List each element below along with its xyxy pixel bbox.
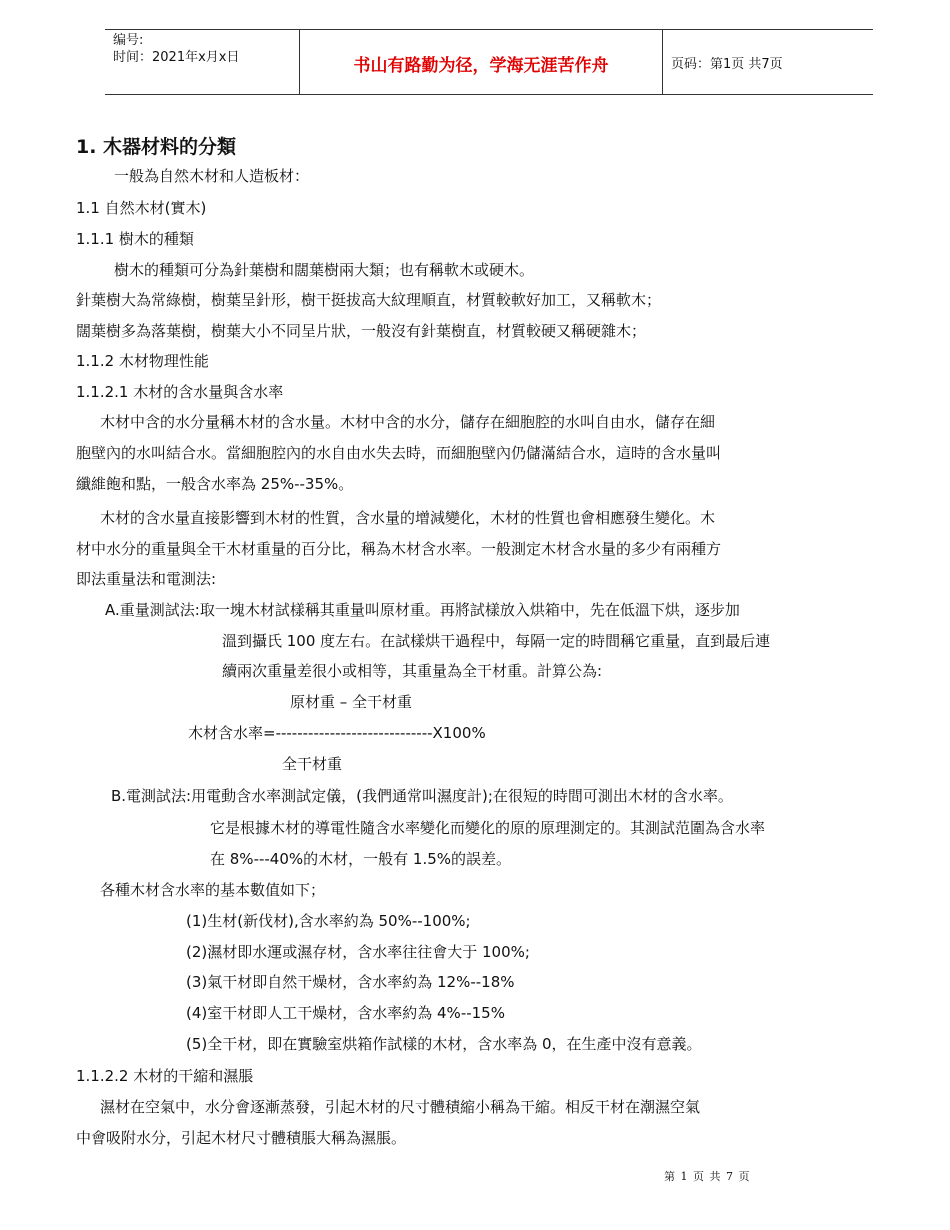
header-page-label: 页码：第1页 共7页: [671, 57, 783, 72]
text-line: 在 8%---40%的木材，一般有 1.5%的誤差。: [210, 850, 512, 868]
text-line: 即法重量法和電測法:: [76, 570, 217, 588]
document-number-label: 编号:: [113, 33, 144, 48]
text-line: 中會吸附水分，引起木材尺寸體積脹大稱為濕脹。: [76, 1129, 407, 1147]
text-line: 纖維飽和點，一般含水率為 25%--35%。: [76, 475, 354, 493]
section-heading: 1. 木器材料的分類: [76, 136, 237, 158]
header-meta-cell: [105, 30, 300, 94]
list-item: (1)生材(新伐材),含水率約為 50%--100%;: [186, 912, 471, 930]
text-line: 闊葉樹多為落葉樹，樹葉大小不同呈片狀，一般沒有針葉樹直，材質較硬又稱硬雜木；: [76, 322, 647, 340]
method-a-line: A.重量測試法:取一塊木材試樣稱其重量叫原材重。再將試樣放入烘箱中，先在低溫下烘，逐步加: [105, 601, 740, 619]
text-line: 木材的含水量直接影響到木材的性質，含水量的增減變化，木材的性質也會相應發生變化。木: [100, 509, 716, 527]
list-item: (2)濕材即水運或濕存材，含水率往往會大于 100%;: [186, 943, 530, 961]
text-line: 續兩次重量差很小或相等，其重量為全干材重。計算公為:: [222, 662, 603, 680]
text-line: 木材中含的水分量稱木材的含水量。木材中含的水分，儲存在細胞腔的水叫自由水，儲存在細: [100, 413, 716, 431]
text-line: 一般為自然木材和人造板材：: [114, 167, 310, 185]
formula-numerator: 原材重 – 全干材重: [290, 693, 413, 711]
text-line: 溫到攝氏 100 度左右。在試樣烘干過程中，每隔一定的時間稱它重量，直到最后連: [222, 632, 771, 650]
list-item: (5)全干材，即在實驗室烘箱作試樣的木材，含水率為 0，在生產中沒有意義。: [186, 1035, 702, 1053]
list-item: (4)室干材即人工干燥材，含水率約為 4%--15%: [186, 1004, 505, 1022]
text-line: 材中水分的重量與全干木材重量的百分比，稱為木材含水率。一般測定木材含水量的多少有兩種方: [76, 540, 722, 558]
method-b-line: B.電測試法:用電動含水率測試定儀，(我們通常叫濕度計);在很短的時間可測出木材的含水率。: [111, 787, 733, 805]
header-motto-cell: [300, 30, 663, 94]
list-item: (3)氣干材即自然干燥材，含水率約為 12%--18%: [186, 973, 515, 991]
subheading-1-1-2-2: 1.1.2.2 木材的干縮和濕脹: [76, 1067, 254, 1085]
page-footer: 第 1 页 共 7 页: [664, 1170, 751, 1183]
header-motto: 书山有路勤为径，学海无涯苦作舟: [353, 56, 609, 76]
text-line: 濕材在空氣中，水分會逐漸蒸發，引起木材的尺寸體積縮小稱為干縮。相反干材在潮濕空氣: [100, 1098, 701, 1116]
header-page-cell: [663, 30, 873, 94]
text-line: 它是根據木材的導電性隨含水率變化而變化的原的原理測定的。其測試范圍為含水率: [210, 819, 766, 837]
subheading-1-1-2: 1.1.2 木材物理性能: [76, 352, 209, 370]
text-line: 針葉樹大為常綠樹，樹葉呈針形，樹干挺拔高大紋理順直，材質較軟好加工，又稱軟木；: [76, 291, 662, 309]
text-line: 胞壁內的水叫結合水。當細胞腔內的水自由水失去時，而細胞壁內仍儲滿結合水，這時的含水量叫: [76, 444, 722, 462]
subheading-1-1-1: 1.1.1 樹木的種類: [76, 230, 194, 248]
text-line: 樹木的種類可分為針葉樹和闊葉樹兩大類；也有稱軟木或硬木。: [114, 261, 535, 279]
formula-denominator: 全干材重: [282, 755, 343, 773]
text-line: 各種木材含水率的基本數值如下；: [100, 881, 326, 899]
subheading-1-1: 1.1 自然木材(實木): [76, 199, 207, 217]
subheading-1-1-2-1: 1.1.2.1 木材的含水量與含水率: [76, 383, 284, 401]
document-time-label: 时间：2021年x月x日: [113, 50, 240, 65]
page-header: [105, 29, 873, 95]
formula-line: 木材含水率=-----------------------------X100%: [188, 724, 486, 742]
